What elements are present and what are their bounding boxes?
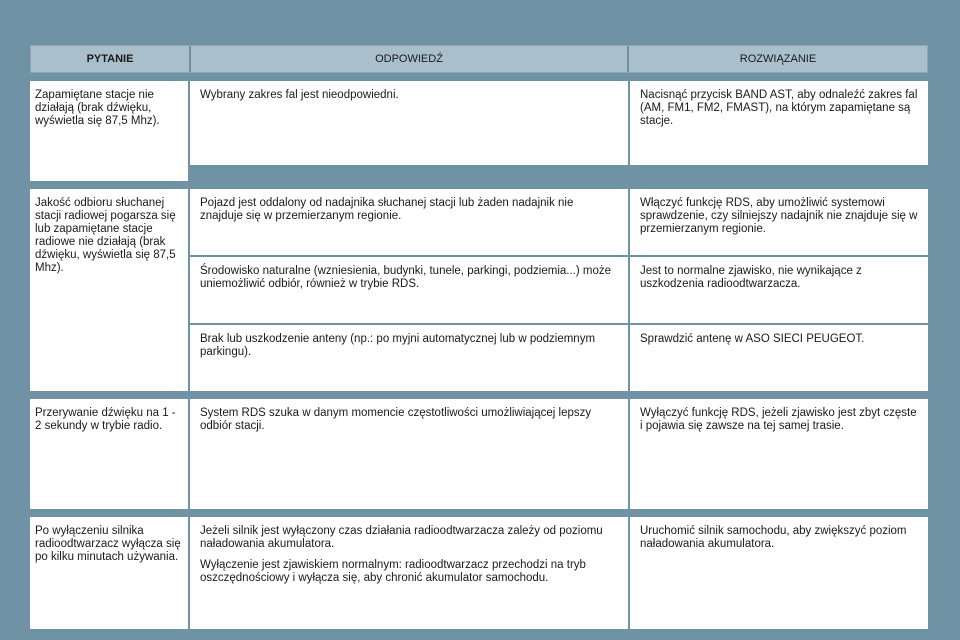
- solution-cell: Nacisnąć przycisk BAND AST, aby odnaleźć zakres fal (AM, FM1, FM2, FMAST), na którym zapamiętane są stacje.: [630, 81, 928, 165]
- answer-text: System RDS szuka w danym momencie częstotliwości umożliwiającej lepszy odbiór stacji.: [200, 407, 592, 432]
- answer-text: Środowisko naturalne (wzniesienia, budynki, tunele, parkingi, podziemia...) może uniemożliwić odbiór, również w trybie RDS.: [200, 265, 612, 290]
- question-cell: Zapamiętane stacje nie działają (brak dźwięku, wyświetla się 87,5 Mhz).: [30, 81, 188, 181]
- page-number: 224: [30, 611, 54, 627]
- solution-cell: Uruchomić silnik samochodu, aby zwiększyć poziom naładowania akumulatora.: [630, 517, 928, 629]
- solution-cell: Sprawdzić antenę w ASO SIECI PEUGEOT.: [630, 325, 928, 391]
- question-cell: Jakość odbioru słuchanej stacji radiowej pogarsza się lub zapamiętane stacje radiowe nie działają (brak dźwięku, wyświetla się 87,5 Mhz).: [30, 189, 188, 391]
- answer-cell: [190, 517, 628, 629]
- table-row: [190, 189, 928, 255]
- solution-cell: Włączyć funkcję RDS, aby umożliwić systemowi sprawdzenie, czy silniejszy nadajnik nie znajduje się w przemierzanym regionie.: [630, 189, 928, 255]
- question-cell: Przerywanie dźwięku na 1 - 2 sekundy w trybie radio.: [30, 399, 188, 509]
- answer-cell: [190, 81, 628, 165]
- table-row: [190, 399, 928, 509]
- watermark: carmanualsonline.info: [697, 606, 922, 631]
- solution-cell: Jest to normalne zjawisko, nie wynikające z uszkodzenia radioodtwarzacza.: [630, 257, 928, 323]
- table-group: [30, 81, 928, 181]
- header-answer: ODPOWIEDŹ: [191, 46, 629, 72]
- answer-text: Brak lub uszkodzenie anteny (np.: po myjni automatycznej lub w podziemnym parkingu).: [200, 333, 596, 358]
- answer-cell: [190, 189, 628, 255]
- answer-text: Wyłączenie jest zjawiskiem normalnym: radioodtwarzacz przechodzi na tryb oszczędnościowy i wyłącza się, aby chronić akumulator samochodu.: [200, 559, 586, 584]
- answer-cell: [190, 325, 628, 391]
- header-question: PYTANIE: [31, 46, 191, 72]
- table-header: [30, 45, 928, 73]
- troubleshooting-table: [30, 45, 928, 629]
- answer-cell: [190, 399, 628, 509]
- header-solution: ROZWIĄZANIE: [739, 53, 817, 65]
- answer-text: Wybrany zakres fal jest nieodpowiedni.: [200, 89, 399, 101]
- answer-text: Pojazd jest oddalony od nadajnika słuchanej stacji lub żaden nadajnik nie znajduje się w przemierzanym regionie.: [200, 197, 574, 222]
- table-row: [190, 325, 928, 391]
- answer-text: Jeżeli silnik jest wyłączony czas działania radioodtwarzacza zależy od poziomu naładowania akumulatora.: [200, 525, 603, 550]
- table-row: [190, 81, 928, 165]
- table-row: [190, 257, 928, 323]
- solution-cell: Wyłączyć funkcję RDS, jeżeli zjawisko jest zbyt częste i pojawia się zawsze na tej samej trasie.: [630, 399, 928, 509]
- table-group: [30, 399, 928, 509]
- question-cell: Po wyłączeniu silnika radioodtwarzacz wyłącza się po kilku minutach używania.: [30, 517, 188, 629]
- table-group: [30, 189, 928, 391]
- answer-cell: [190, 257, 628, 323]
